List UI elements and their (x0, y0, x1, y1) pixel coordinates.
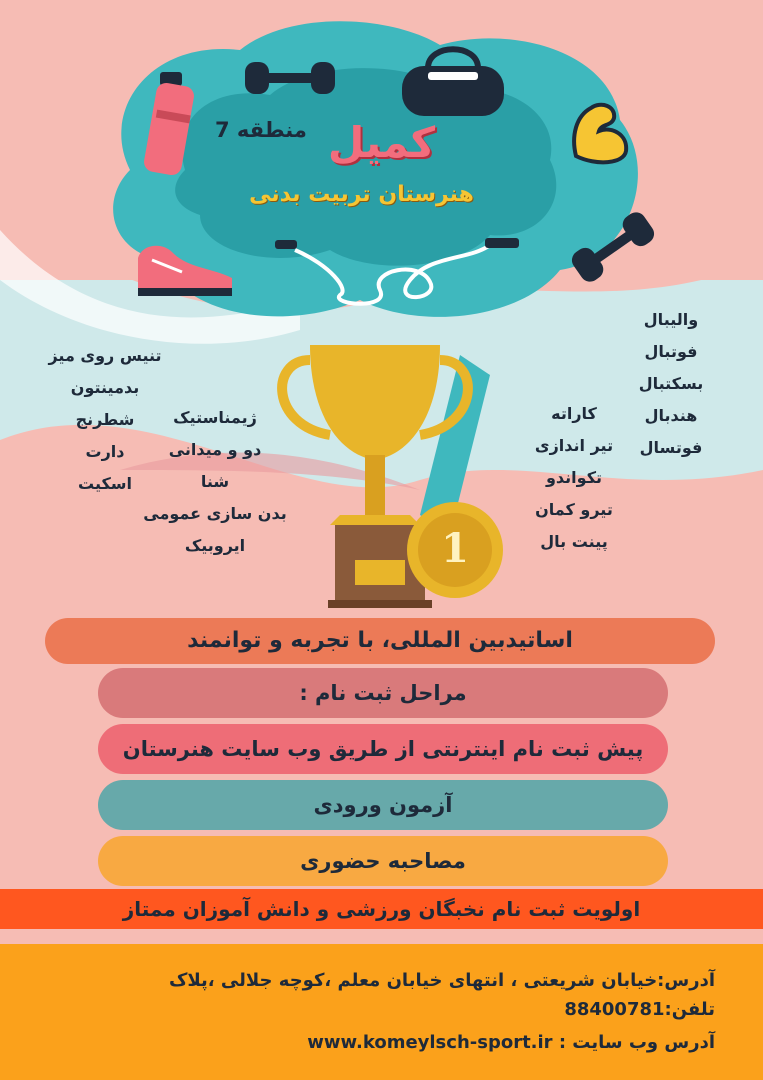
registration-steps-title: مراحل ثبت نام : (98, 668, 668, 718)
sport-item: تیر اندازی (534, 436, 614, 455)
trophy-medal-illustration (260, 335, 520, 615)
sport-item: شطرنج (75, 410, 135, 429)
step-online-preregistration: پیش ثبت نام اینترنتی از طریق وب سایت هنرستان (98, 724, 668, 774)
sport-item: پینت بال (540, 532, 608, 551)
phone-line (564, 999, 715, 1020)
sport-item: ژیمناستیک (173, 408, 257, 427)
sports-list-middle (135, 402, 295, 562)
sport-item: فوتسال (639, 438, 703, 457)
medal-number: 1 (441, 525, 469, 572)
sport-item: بدن سازی عمومی (143, 504, 287, 523)
sport-item: بسکتبال (638, 374, 704, 393)
sports-list-right (626, 304, 716, 464)
sport-item: بدمینتون (70, 378, 140, 397)
dumbbell-icon (240, 58, 340, 98)
sport-item: هندبال (644, 406, 698, 425)
address-text: آدرس:خیابان شریعتی ، انتهای خیابان معلم ،کوچه جلالی ،پلاک (168, 970, 715, 991)
phone-number: 88400781 (564, 999, 665, 1020)
website-line (307, 1032, 715, 1053)
region-label: منطقه 7 (215, 118, 307, 142)
teachers-banner: اساتیدبین المللی، با تجربه و توانمند (45, 618, 715, 664)
dumbbell-right-icon (568, 212, 658, 282)
website-label: آدرس وب سایت : (558, 1032, 715, 1053)
sport-item: شنا (200, 472, 230, 491)
step-interview: مصاحبه حضوری (98, 836, 668, 886)
sneaker-icon (132, 238, 238, 300)
sport-item: ایروبیک (184, 536, 246, 555)
sport-item: تیرو کمان (535, 500, 613, 519)
sport-item: دارت (85, 442, 125, 461)
sport-item: تکواندو (545, 468, 603, 487)
step-entrance-exam: آزمون ورودی (98, 780, 668, 830)
gym-bag-icon (398, 38, 508, 120)
website-link[interactable]: www.komeylsch-sport.ir (307, 1032, 553, 1053)
sport-item: تنیس روی میز (48, 346, 162, 365)
sport-item: فوتبال (644, 342, 698, 361)
sport-item: والیبال (643, 310, 699, 329)
school-name-title: کمیل (327, 118, 436, 167)
contact-footer (0, 944, 763, 1080)
sport-item: دو و میدانی (168, 440, 262, 459)
priority-strip: اولویت ثبت نام نخبگان ورزشی و دانش آموزان ممتاز (0, 889, 763, 929)
phone-label: تلفن: (664, 999, 715, 1020)
sport-item: اسکیت (78, 474, 132, 493)
sports-list-center-right (522, 398, 626, 558)
sport-item: کاراته (551, 404, 597, 423)
school-subtitle: هنرستان تربیت بدنی (249, 182, 474, 207)
